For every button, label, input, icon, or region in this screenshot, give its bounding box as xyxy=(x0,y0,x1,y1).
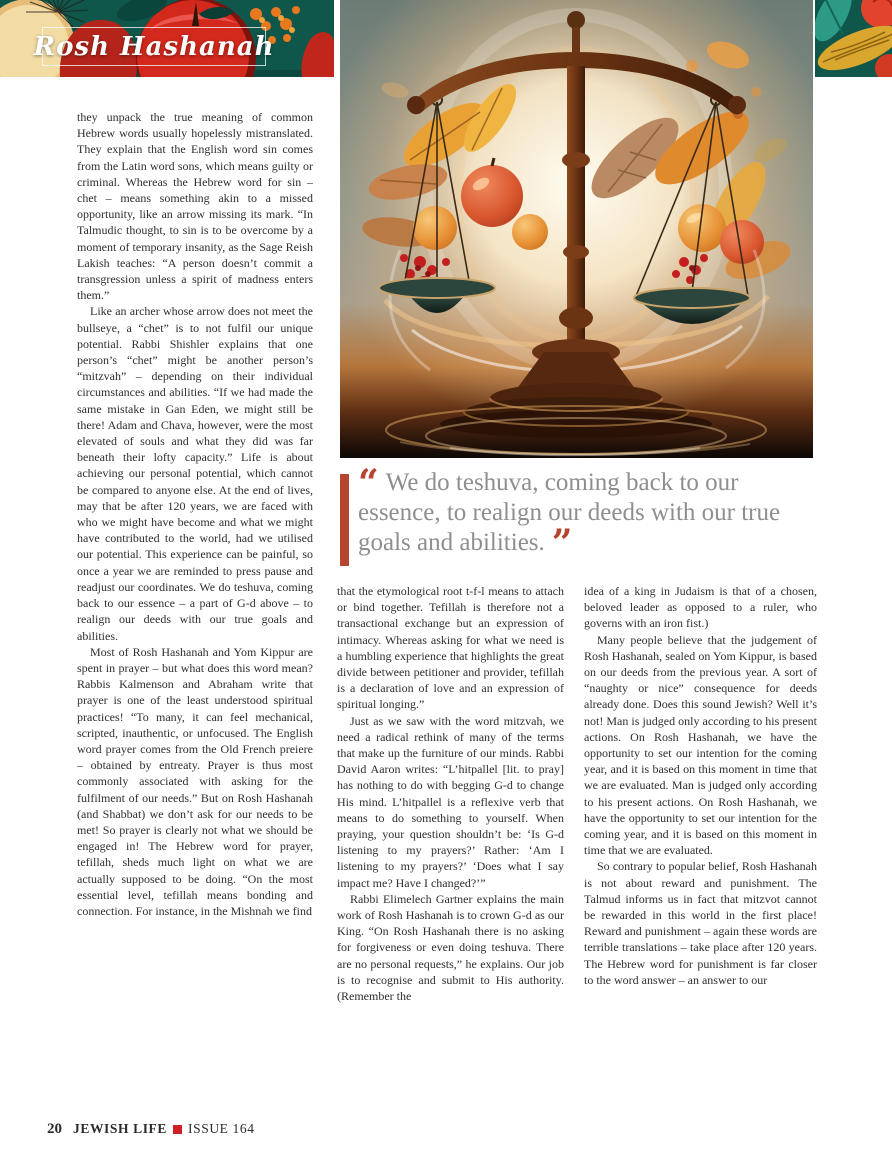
page-footer xyxy=(47,1119,255,1139)
corner-leaves-illustration xyxy=(815,0,892,77)
paragraph: that the etymological root t-f-l means to attach or bind together. Tefillah is therefore not a transactional exchange but an expression of intimacy. Whereas asking for what we need is a humbling experience that highlights the great divide between petitioner and provider, tefillah is a declaration of love and an expression of spiritual longing.” xyxy=(337,584,564,712)
paragraph: Most of Rosh Hashanah and Yom Kippur are spent in prayer – but what does this word mean? Rabbis Kalmenson and Abraham write that prayer is one of the least understood spiritual practices! “To many, it can feel mechanical, scripted, inauthentic, or unfocused. The English word prayer comes from the Old French preiere – obtained by entreaty. Prayer is thus most commonly associated with asking for the fulfilment of our needs.” But on Rosh Hashanah (and Shabbat) we don’t ask for our needs to be met! So prayer is clearly not what we should be engaged in! The Hebrew word for prayer, tefillah, sheds much light on what we are actually supposed to be doing. “On the most essential level, tefillah means bonding and connection. For instance, in the Mishnah we find xyxy=(77,644,313,918)
page-number: 20 xyxy=(47,1120,62,1137)
section-title: Rosh Hashanah xyxy=(33,31,275,62)
article-column-2 xyxy=(337,583,564,1093)
paragraph: Many people believe that the judgement of Rosh Hashanah, sealed on Yom Kippur, is based on our deeds from the previous year. A sort of “naughty or nice” consequence for deeds already done. Does this sound Jewish? Well it’s not! Man is judged only according to his present actions. On Rosh Hashanah, we have the opportunity to set our intention for the coming year, and it is based on this moment in time that we are evaluated. Man is judged only according to his present actions. On Rosh Hashanah, we have the opportunity to set our intention for the coming year, and it is based on this moment in time that we are evaluated. xyxy=(584,632,817,858)
magazine-title: JEWISH LIFE xyxy=(73,1121,168,1136)
issue-label: ISSUE 164 xyxy=(188,1121,255,1136)
pull-quote-accent-bar xyxy=(340,474,349,566)
open-quote-icon: “ xyxy=(358,462,379,504)
paragraph: Like an archer whose arrow does not meet the bullseye, a “chet” is to not fulfil our unique potential. Rabbi Shishler explains that one person’s “chet” might be another person’s “mitzvah” – depending on their individual circumstances and abilities. “If we had made the same mistake in Gan Eden, we might still be there! Adam and Chava, however, were the most elevated of souls and what they did was far beneath their lofty capacity.” Life is about achieving our personal potential, which cannot be compared to anyone else. At the end of lives, may that be after 120 years, we are faced with who we might have become and what we might have contributed to the world, had we utilised our potential. This experience can be painful, so once a year we are reminded to press pause and readjust our coordinates. We do teshuva, coming back to our essence – a part of G-d above – to realign our deeds with our true goals and abilities. xyxy=(77,304,313,643)
paragraph: Rabbi Elimelech Gartner explains the main work of Rosh Hashanah is to crown G-d as our King. “On Rosh Hashanah there is no asking for forgiveness or even doing teshuva. There are no personal requests,” he explains. Our job is to recognise and submit to His authority. (Remember the xyxy=(337,891,564,1004)
paragraph: So contrary to popular belief, Rosh Hashanah is not about reward and punishment. The Talmud informs us in fact that mitzvot cannot be rewarded in this world in the first place! Reward and punishment – again these words are terrible translations – take place after 120 years. The Hebrew word for punishment is far closer to the word answer – an answer to our xyxy=(584,859,817,987)
red-square-icon xyxy=(173,1125,182,1134)
pull-quote-text: We do teshuva, coming back to our essence, to realign our deeds with our true goals and abilities. xyxy=(358,469,781,556)
section-title-frame xyxy=(33,27,275,66)
paragraph: they unpack the true meaning of common Hebrew words usually hopelessly mistranslated. They explain that the English word sin comes from the Latin word sons, which means guilty or criminal. Whereas the Hebrew word for sin – chet – means something akin to a missed opportunity, like an arrow missing its mark. “In Talmudic thought, to sin is to be overcome by a moment of temporary insanity, as the Sage Reish Lakish teaches: “A person doesn’t commit a transgression unless a spirit of madness enters them.” xyxy=(77,110,313,303)
paragraph: Just as we saw with the word mitzvah, we need a radical rethink of many of the terms that make up the furniture of our minds. Rabbi David Aaron writes: “L’hitpallel [lit. to pray] has nothing to do with begging G-d to change His mind. L’hitpallel is a reflexive verb that means to do something to yourself. When praying, your question shouldn’t be: ‘Is G-d listening to my prayers?’ Rather: ‘Am I listening to my prayers?’ ‘Does what I say impact me? Have I changed?’” xyxy=(337,713,564,890)
paragraph: idea of a king in Judaism is that of a chosen, beloved leader as opposed to a ruler, who governs with an iron fist.) xyxy=(584,584,817,631)
article-column-3 xyxy=(584,583,817,1093)
leaves-icon xyxy=(815,0,892,77)
section-banner xyxy=(0,0,334,77)
balance-scale-art xyxy=(340,0,813,458)
close-quote-icon: ” xyxy=(551,522,573,564)
article-column-1 xyxy=(77,109,313,1094)
pull-quote xyxy=(358,462,810,564)
balance-scale-illustration xyxy=(340,0,813,458)
